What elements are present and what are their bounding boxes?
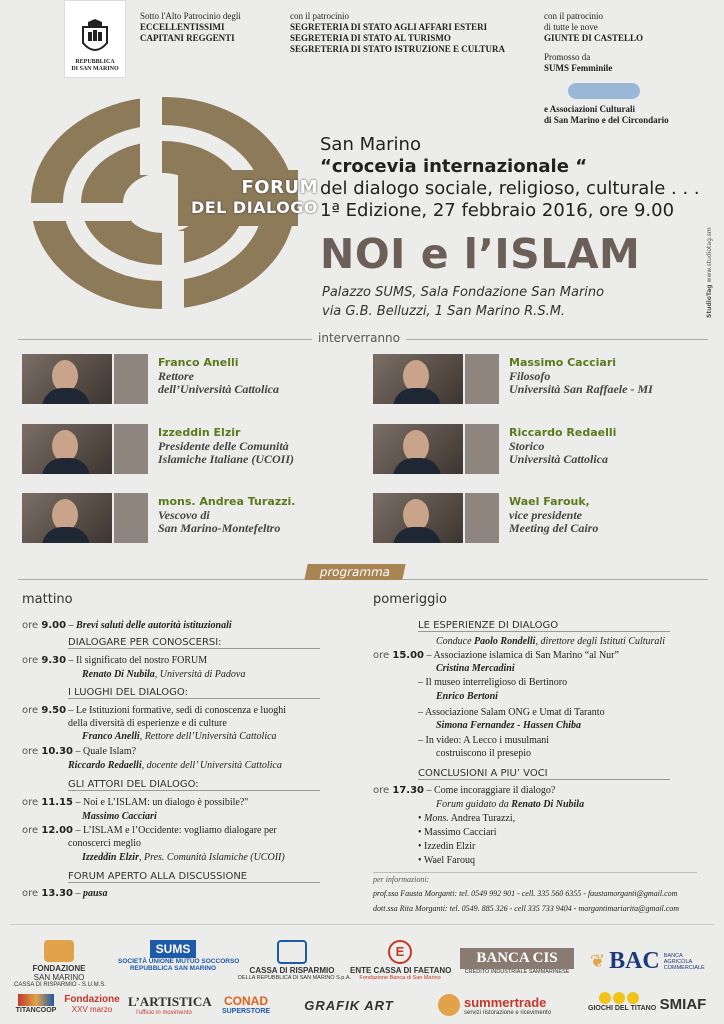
sponsor-name: SUMS <box>150 940 197 958</box>
role-line: Vescovo di <box>158 508 210 522</box>
program-time: 11.15 <box>41 797 73 808</box>
speaker-name: Massimo Cacciari <box>509 356 617 369</box>
sponsor-logo <box>206 994 286 1015</box>
program-row: ore 9.50 – Le Istituzioni formative, sedi di conoscenza e luoghi <box>22 705 286 716</box>
titancoop-icon <box>18 994 54 1006</box>
program-text: Il significato del nostro FORUM <box>76 655 208 666</box>
speakers-heading: interverranno <box>312 331 406 345</box>
info-line-1: prof.ssa Fausta Morganti: tel. 0549 992 901 - cell. 335 560 6355 - faustamorganti@gmail.com <box>373 889 678 898</box>
sponsor-name: TITANCOOP <box>15 1007 57 1014</box>
sponsor-logo <box>588 992 657 1012</box>
speaker-bar <box>465 424 499 474</box>
studio-url: www.studiotag.sm <box>706 227 713 283</box>
speaker-photo <box>22 354 112 404</box>
main-title: NOI e l’ISLAM <box>320 230 641 278</box>
sponsor-logo <box>438 994 578 1016</box>
sponsor-sub: SAN MARINO <box>33 973 85 982</box>
sponsor-logo <box>652 996 714 1013</box>
program-subhead: DIALOGARE PER CONOSCERSI: <box>68 637 320 649</box>
sponsor-rule <box>10 924 714 925</box>
speaker-role <box>158 370 279 396</box>
program-row: – Il museo interreligioso di Bertinoro <box>418 677 568 688</box>
speaker-photo <box>373 493 463 543</box>
bullet-text: Massimo Cacciari <box>424 827 497 838</box>
program-row: – Associazione Salam ONG e Umat di Taranto <box>418 707 605 718</box>
speaker-photo <box>373 424 463 474</box>
program-text: Brevi saluti delle autorità istituzionali <box>76 620 232 631</box>
time-prefix: ore <box>22 797 39 808</box>
speaker-ref: Franco Anelli <box>82 731 140 742</box>
program-time: 15.00 <box>392 650 424 661</box>
speaker-name: mons. Andrea Turazzi. <box>158 495 296 508</box>
speaker-bar <box>465 493 499 543</box>
sponsor-name: GRAFIK ART <box>304 998 394 1013</box>
forum-logo <box>28 95 318 311</box>
speaker-ref: Riccardo Redaelli <box>68 760 142 771</box>
program-text: Quale Islam? <box>83 746 137 757</box>
program-speaker <box>436 720 581 732</box>
fondazione-icon <box>44 940 74 962</box>
title-block <box>320 134 700 222</box>
title-edition: 1ª Edizione, 27 febbraio 2016, ore 9.00 <box>320 200 675 221</box>
program-row: ore 17.30 – Come incoraggiare il dialogo? <box>373 785 556 796</box>
sponsor-name: summertrade <box>464 994 547 1010</box>
role-line: vice presidente <box>509 508 582 522</box>
header-text: CAPITANI REGGENTI <box>140 33 235 43</box>
program-row: ore 9.00 – Brevi saluti delle autorità istituzionali <box>22 620 232 631</box>
speaker-card <box>373 493 703 545</box>
header-associations <box>544 104 669 126</box>
sponsor-sub: DELLA REPUBBLICA DI SAN MARINO S.p.A. <box>238 975 352 981</box>
program-text-cont: conoscerci meglio <box>68 838 142 849</box>
header-text: di San Marino e del Circondario <box>544 115 669 125</box>
header-text: SEGRETERIA DI STATO AL TURISMO <box>290 33 451 43</box>
speaker-photo <box>22 424 112 474</box>
sponsor-logo <box>62 994 122 1014</box>
speaker-ref: Simona Fernandez - Hassen Chiba <box>436 720 582 731</box>
affiliation: , Rettore dell’Università Cattolica <box>139 731 277 742</box>
header-text: GIUNTE DI CASTELLO <box>544 33 644 43</box>
sponsor-sub: BANCA AGRICOLA COMMERCIALE <box>663 952 705 971</box>
forum-logo-text <box>178 178 318 218</box>
role-line: Storico <box>509 439 545 453</box>
faetano-icon: E <box>388 940 412 964</box>
program-time: 9.00 <box>41 620 67 631</box>
sponsor-name: BAC <box>609 948 660 974</box>
program-speaker <box>436 663 515 675</box>
role-line: Meeting del Cairo <box>509 521 599 535</box>
title-tagline: “crocevia internazionale “ <box>320 156 588 177</box>
sponsor-name: ENTE CASSA DI FAETANO <box>350 966 452 975</box>
program-text: Associazione islamica di San Marino “al Nur” <box>433 650 619 661</box>
program-subhead: I LUOGHI DEL DIALOGO: <box>68 687 320 699</box>
cassa-icon <box>277 940 307 964</box>
sponsor-sub: servizi ristorazione e ricevimento <box>464 1009 552 1016</box>
sponsor-name: L’ARTISTICA <box>128 994 212 1009</box>
time-prefix: ore <box>373 650 390 661</box>
sponsor-logo <box>14 940 104 988</box>
coat-of-arms-icon <box>78 19 112 59</box>
program-row: ore 13.30 – pausa <box>22 888 108 899</box>
affiliation: , docente dell’ Università Cattolica <box>141 760 282 771</box>
bullet-title: Mons. <box>424 813 449 824</box>
sponsor-logo <box>294 998 404 1013</box>
program-time: 9.30 <box>41 655 67 666</box>
header-text: Sotto l'Alto Patrocinio degli <box>140 11 241 21</box>
header-text: di tutte le nove <box>544 22 598 32</box>
bullet-item: • Wael Farouq <box>418 855 475 866</box>
wheat-icon: ❦ <box>590 951 606 971</box>
side-credit <box>706 227 713 318</box>
conduct-label: Conduce <box>436 636 475 647</box>
time-prefix: ore <box>373 785 390 796</box>
program-text: Associazione Salam ONG e Umat di Taranto <box>424 707 605 718</box>
program-time: 10.30 <box>41 746 73 757</box>
sponsor-sub: CREDITO INDUSTRIALE SAMMARINESE <box>464 969 570 975</box>
program-speaker <box>82 852 285 864</box>
venue-line-1: Palazzo SUMS, Sala Fondazione San Marino <box>322 285 605 300</box>
program-speaker <box>82 811 157 823</box>
speaker-name: Franco Anelli <box>158 356 239 369</box>
bullet-item: • Izzedin Elzir <box>418 841 476 852</box>
sponsor-logo <box>118 940 240 972</box>
program-text-cont: della diversità di esperienze e di culture <box>68 718 227 729</box>
header-text: Promosso da <box>544 52 591 62</box>
sponsor-sub: SOCIETÀ UNIONE MUTUO SOCCORSO <box>118 958 240 965</box>
program-speaker <box>436 691 498 703</box>
speaker-card <box>22 493 352 545</box>
header-patronage-secretariats <box>290 11 505 55</box>
venue-line-2: via G.B. Belluzzi, 1 San Marino R.S.M. <box>322 304 566 319</box>
bullet-item: • Mons. Andrea Turazzi, <box>418 813 516 824</box>
logo-line-2: DEL DIALOGO <box>190 198 318 217</box>
speaker-name: Izzeddin Elzir <box>158 426 241 439</box>
program-speaker <box>82 731 277 743</box>
program-forum <box>436 799 584 811</box>
sponsor-logo <box>350 940 450 981</box>
conductor-name: Paolo Rondelli <box>474 636 536 647</box>
program-row: ore 11.15 – Noi e L’ISLAM: un dialogo è possibile?" <box>22 797 249 808</box>
role-line: Università Cattolica <box>509 452 608 466</box>
giochi-icon <box>588 992 650 1004</box>
sponsor-name: GIOCHI DEL TITANO <box>588 1005 657 1012</box>
program-heading: programma <box>304 564 406 580</box>
title-subtitle: del dialogo sociale, religioso, culturale . . . <box>320 178 700 199</box>
role-line: Presidente delle Comunità <box>158 439 289 453</box>
speaker-role <box>158 509 280 535</box>
program-conductor <box>436 636 665 648</box>
speaker-photo <box>22 493 112 543</box>
time-prefix: ore <box>22 620 39 631</box>
header-text: ECCELLENTISSIMI <box>140 22 225 32</box>
studio-credit: StudioTag <box>706 284 713 318</box>
program-speaker <box>82 669 245 681</box>
sponsor-logo <box>128 994 212 1016</box>
morning-title: mattino <box>22 592 73 607</box>
sponsor-sub: CASSA DI RISPARMIO - S.U.M.S. <box>14 982 106 988</box>
time-prefix: ore <box>22 705 39 716</box>
program-row: ore 9.30 – Il significato del nostro FORUM <box>22 655 208 666</box>
speaker-ref: Cristina Mercadini <box>436 663 515 674</box>
program-time: 12.00 <box>41 825 73 836</box>
summertrade-icon <box>438 994 460 1016</box>
program-subhead: GLI ATTORI DEL DIALOGO: <box>68 779 320 791</box>
info-label: per informazioni: <box>373 875 430 884</box>
title-city: San Marino <box>320 134 421 155</box>
logo-line-1: FORUM <box>241 177 318 198</box>
program-speaker <box>68 760 282 772</box>
speaker-role <box>509 440 608 466</box>
program-row: ore 15.00 – Associazione islamica di San Marino “al Nur” <box>373 650 619 661</box>
program-time: 9.50 <box>41 705 67 716</box>
speaker-bar <box>465 354 499 404</box>
sponsor-name: Fondazione <box>64 994 120 1005</box>
speaker-role <box>509 370 653 396</box>
role-line: San Marino-Montefeltro <box>158 521 281 535</box>
sponsor-name: FONDAZIONE <box>32 964 86 973</box>
info-rule <box>373 872 697 873</box>
role-line: Università San Raffaele - MI <box>509 382 653 396</box>
program-time: 13.30 <box>41 888 73 899</box>
program-subhead: CONCLUSIONI A PIU’ VOCI <box>418 768 670 780</box>
role-line: dell’Università Cattolica <box>158 382 279 396</box>
role-line: Filosofo <box>509 369 551 383</box>
program-text-cont: costruiscono il presepio <box>436 748 531 759</box>
bullet-text: Andrea Turazzi, <box>450 813 516 824</box>
affiliation: , Pres. Comunità Islamiche (UCOII) <box>138 852 285 863</box>
speaker-card <box>22 424 352 476</box>
speaker-ref: Enrico Bertoni <box>436 691 498 702</box>
sponsor-sub: Fondazione Banca di San Marino <box>359 975 441 981</box>
sponsor-logo <box>460 948 574 975</box>
program-row: ore 12.00 – L’ISLAM e l’Occidente: vogliamo dialogare per <box>22 825 277 836</box>
speaker-bar <box>114 354 148 404</box>
program-text: pausa <box>83 888 108 899</box>
program-text: Noi e L’ISLAM: un dialogo è possibile?" <box>83 797 249 808</box>
program-row: – In video: A Lecco i musulmani <box>418 735 550 746</box>
program-text: L’ISLAM e l’Occidente: vogliamo dialogare per <box>83 825 277 836</box>
sponsor-logo <box>8 994 64 1014</box>
forum-label: Forum guidato da <box>436 799 512 810</box>
sponsor-sub: REPUBBLICA SAN MARINO <box>129 965 217 972</box>
sponsor-name: SMIAF <box>659 996 707 1013</box>
program-text: Come incoraggiare il dialogo? <box>434 785 556 796</box>
header-text: SUMS Femminile <box>544 63 613 73</box>
speaker-card <box>373 354 703 406</box>
program-text: Le Istituzioni formative, sedi di conoscenza e luoghi <box>76 705 286 716</box>
time-prefix: ore <box>22 825 39 836</box>
speaker-role <box>509 509 598 535</box>
coat-caption-2: DI SAN MARINO <box>71 66 119 72</box>
speaker-card <box>22 354 352 406</box>
speaker-bar <box>114 424 148 474</box>
sponsor-sub: l’ufficio in movimento <box>136 1010 192 1016</box>
info-line-2: dott.ssa Rita Morganti: tel. 0549. 885 326 - cell 335 733 9404 - morgantimariarita@gmail.com <box>373 904 680 913</box>
forum-leader: Renato Di Nubila <box>511 799 585 810</box>
bullet-text: Izzedin Elzir <box>424 841 476 852</box>
speaker-name: Riccardo Redaelli <box>509 426 617 439</box>
header-patronage-castles <box>544 11 643 74</box>
sponsor-sub: SUPERSTORE <box>221 1008 271 1015</box>
affiliation: , Università di Padova <box>154 669 246 680</box>
coat-of-arms <box>64 0 126 78</box>
header-text: SEGRETERIA DI STATO ISTRUZIONE E CULTURA <box>290 44 505 54</box>
time-prefix: ore <box>22 888 39 899</box>
sponsor-name: CONAD <box>224 994 268 1008</box>
speaker-role <box>158 440 294 466</box>
time-prefix: ore <box>22 746 39 757</box>
sponsor-sub: XXV marzo <box>71 1005 113 1014</box>
program-text: In video: A Lecco i musulmani <box>425 735 550 746</box>
conductor-role: , direttore degli Istituti Culturali <box>535 636 665 647</box>
program-text: Il museo interreligioso di Bertinoro <box>425 677 568 688</box>
sponsor-name: BANCA CIS <box>460 948 574 969</box>
program-row: ore 10.30 – Quale Islam? <box>22 746 137 757</box>
speaker-photo <box>373 354 463 404</box>
speaker-ref: Renato Di Nubila <box>82 669 155 680</box>
header-text: SEGRETERIA DI STATO AGLI AFFARI ESTERI <box>290 22 488 32</box>
sponsor-logo <box>590 948 710 975</box>
program-time: 17.30 <box>392 785 424 796</box>
speaker-name: Wael Farouk, <box>509 495 590 508</box>
sponsor-logo <box>238 940 352 981</box>
header-text: e Associazioni Culturali <box>544 104 636 114</box>
speaker-bar <box>114 493 148 543</box>
bullet-item: • Massimo Cacciari <box>418 827 497 838</box>
speaker-ref: Massimo Cacciari <box>82 811 157 822</box>
program-subhead: FORUM APERTO ALLA DISCUSSIONE <box>68 871 320 883</box>
sums-femminile-logo <box>568 83 640 99</box>
program-subhead: LE ESPERIENZE DI DIALOGO <box>418 620 670 632</box>
venue <box>322 283 604 321</box>
role-line: Rettore <box>158 369 194 383</box>
speaker-ref: Izzeddin Elzir <box>82 852 139 863</box>
coat-caption-1: REPUBBLICA <box>75 59 115 65</box>
afternoon-title: pomeriggio <box>373 592 447 607</box>
speaker-card <box>373 424 703 476</box>
header-text: con il patrocinio <box>290 11 349 21</box>
sponsor-name: CASSA DI RISPARMIO <box>249 966 335 975</box>
time-prefix: ore <box>22 655 39 666</box>
header-patronage-regents <box>140 11 241 44</box>
bullet-text: Wael Farouq <box>423 855 475 866</box>
header-text: con il patrocinio <box>544 11 603 21</box>
role-line: Islamiche Italiane (UCOII) <box>158 452 295 466</box>
